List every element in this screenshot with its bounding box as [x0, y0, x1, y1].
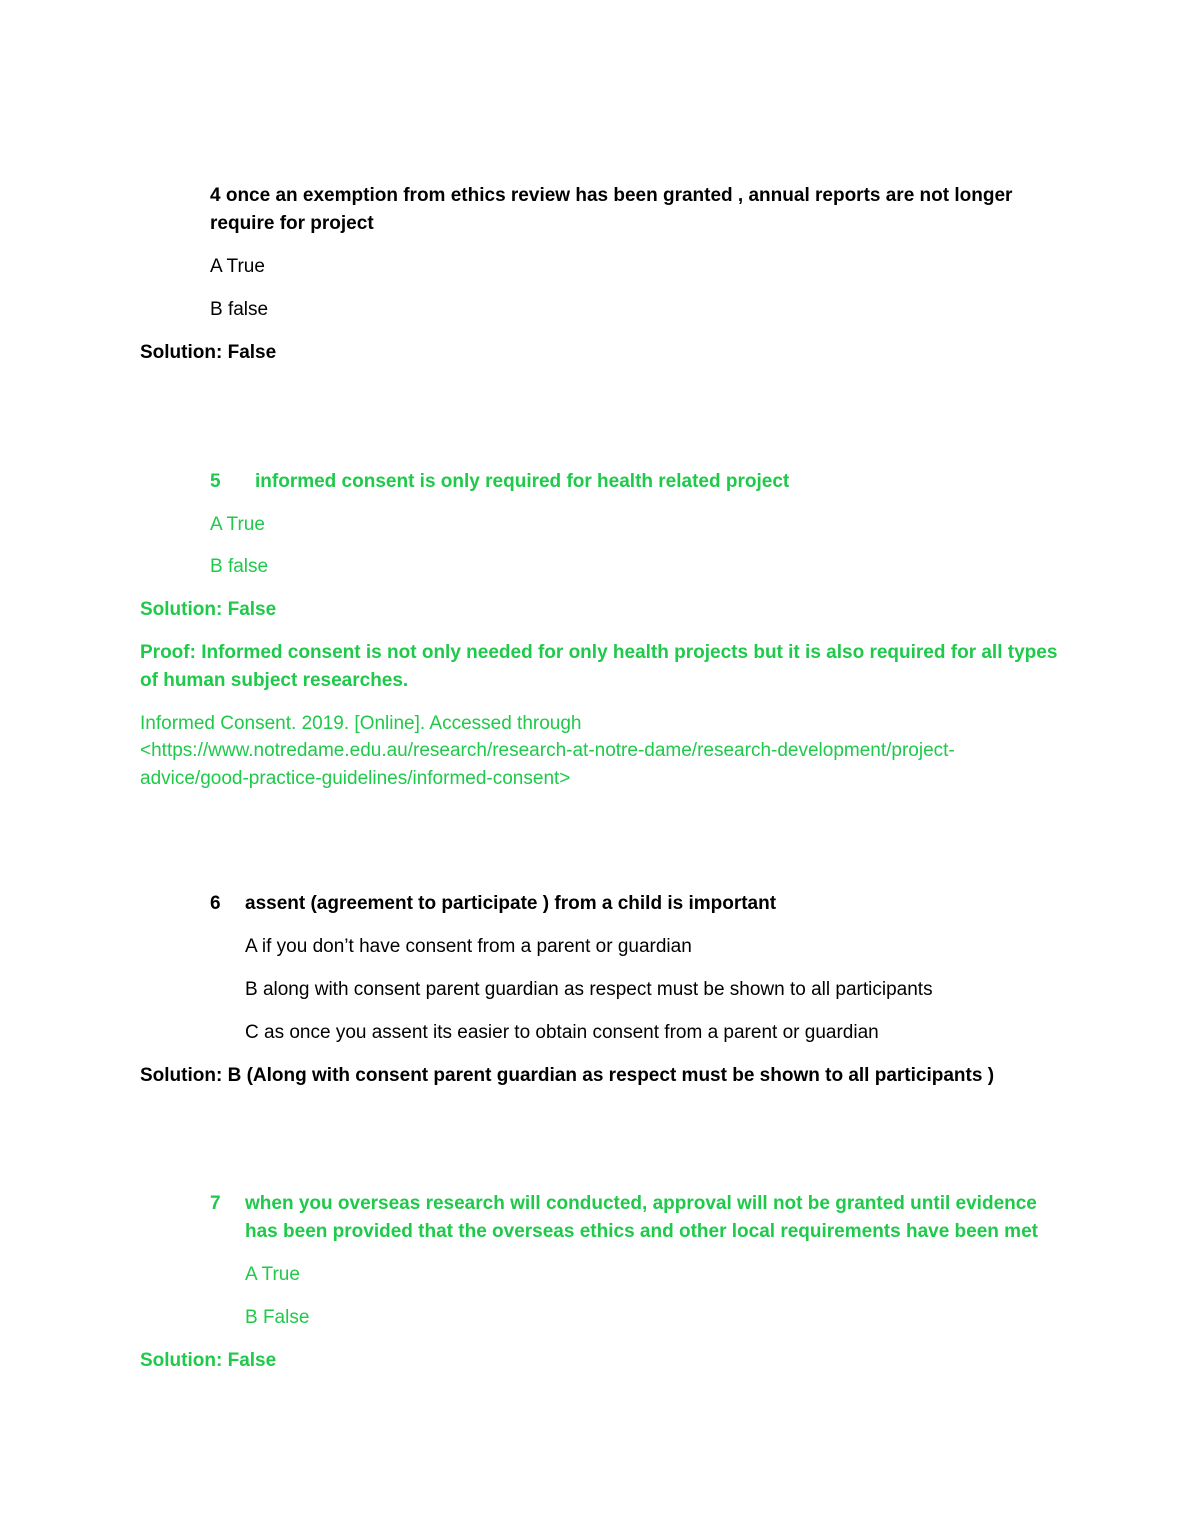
q6-option-b: B along with consent parent guardian as respect must be shown to all participants: [245, 979, 933, 1000]
q5-proof-line-1: Proof: Informed consent is not only needed for only health projects but it is also required for all types: [140, 642, 1058, 663]
q5-option-a: A True: [210, 514, 265, 535]
q6-number: 6: [210, 893, 221, 914]
q7-option-a: A True: [245, 1264, 300, 1285]
q5-reference-line-1: Informed Consent. 2019. [Online]. Accessed through: [140, 713, 582, 734]
q7-question-line-2: has been provided that the overseas ethics and other local requirements have been met: [245, 1221, 1038, 1242]
q4-solution: Solution: False: [140, 342, 277, 363]
q5-number: 5: [210, 471, 221, 492]
q5-reference-url-line-1: <https://www.notredame.edu.au/research/research-at-notre-dame/research-development/project-: [140, 740, 955, 761]
q4-option-a: A True: [210, 256, 265, 277]
q7-question-line-1: when you overseas research will conducted, approval will not be granted until evidence: [245, 1193, 1037, 1214]
q6-option-c: C as once you assent its easier to obtain consent from a parent or guardian: [245, 1022, 879, 1043]
q6-question: assent (agreement to participate ) from a child is important: [245, 893, 777, 914]
q4-option-b: B false: [210, 299, 269, 320]
q6-solution: Solution: B (Along with consent parent guardian as respect must be shown to all participants ): [140, 1065, 995, 1086]
q5-reference-url-line-2: advice/good-practice-guidelines/informed-consent>: [140, 768, 571, 789]
q7-solution: Solution: False: [140, 1350, 277, 1371]
q7-number: 7: [210, 1193, 221, 1214]
q4-question-line-1: 4 once an exemption from ethics review has been granted , annual reports are not longer: [210, 185, 1013, 206]
q6-option-a: A if you don’t have consent from a parent or guardian: [245, 936, 692, 957]
q5-proof-line-2: of human subject researches.: [140, 670, 409, 691]
q5-question: informed consent is only required for health related project: [255, 471, 790, 492]
q5-option-b: B false: [210, 556, 269, 577]
q7-option-b: B False: [245, 1307, 310, 1328]
q4-question-line-2: require for project: [210, 213, 374, 234]
q5-solution: Solution: False: [140, 599, 277, 620]
